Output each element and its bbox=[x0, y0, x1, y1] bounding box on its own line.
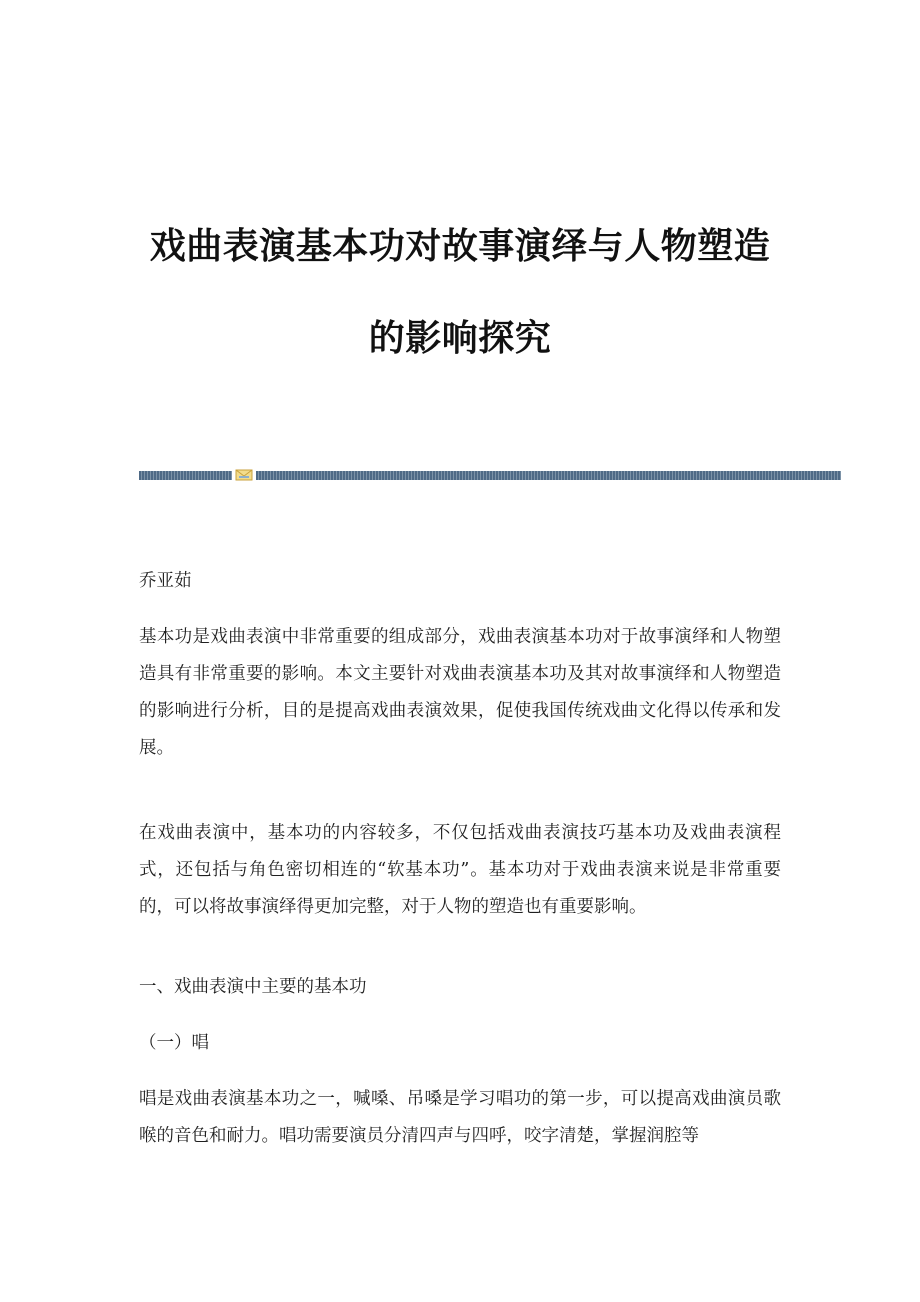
section-heading: 一、戏曲表演中主要的基本功 bbox=[139, 977, 367, 997]
title-divider-left bbox=[139, 471, 232, 480]
subsection-heading: （一）唱 bbox=[139, 1033, 209, 1053]
document-title-line-2: 的影响探究 bbox=[368, 318, 552, 359]
title-divider-right bbox=[256, 471, 841, 480]
divider-ornament-icon bbox=[235, 468, 253, 482]
paragraph-introduction: 在戏曲表演中，基本功的内容较多，不仅包括戏曲表演技巧基本功及戏曲表演程式，还包括与角色密切相连的“软基本功”。基本功对于戏曲表演来说是非常重要的，可以将故事演绎得更加完整，对于人物的塑造也有重要影响。 bbox=[139, 823, 781, 917]
author-name: 乔亚茹 bbox=[139, 571, 192, 591]
paragraph-singing: 唱是戏曲表演基本功之一，喊嗓、吊嗓是学习唱功的第一步，可以提高戏曲演员歌喉的音色和耐力。唱功需要演员分清四声与四呼，咬字清楚，掌握润腔等 bbox=[139, 1089, 781, 1146]
paragraph-abstract: 基本功是戏曲表演中非常重要的组成部分，戏曲表演基本功对于故事演绎和人物塑造具有非常重要的影响。本文主要针对戏曲表演基本功及其对故事演绎和人物塑造的影响进行分析，目的是提高戏曲表演效果，促使我国传统戏曲文化得以传承和发展。 bbox=[139, 627, 781, 758]
document-title-line-1: 戏曲表演基本功对故事演绎与人物塑造 bbox=[149, 226, 771, 267]
